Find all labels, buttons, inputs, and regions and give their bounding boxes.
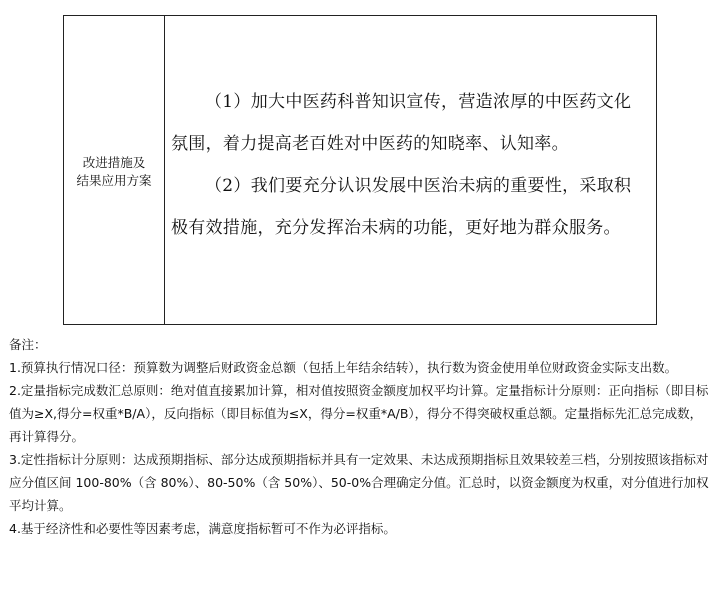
note-item-1: 1.预算执行情况口径：预算数为调整后财政资金总额（包括上年结余结转），执行数为资金使用单位财政资金实际支出数。: [9, 360, 678, 375]
measure-paragraph-2: （2）我们要充分认识发展中医治未病的重要性，采取积极有效措施，充分发挥治未病的功能，更好地为群众服务。: [171, 176, 632, 238]
note-item-4: 4.基于经济性和必要性等因素考虑，满意度指标暂可不作为必评指标。: [9, 521, 396, 536]
measures-table: [63, 15, 657, 325]
note-item-2: 2.定量指标完成数汇总原则：绝对值直接累加计算，相对值按照资金额度加权平均计算。定量指标计分原则：正向指标（即目标值为≥X,得分=权重*B/A），反向指标（即目标值为≤X，得分=权重*A/B），得分不得突破权重总额。定量指标先汇总完成数，再计算得分。: [9, 383, 709, 444]
label-cell: [64, 16, 165, 324]
notes-heading: 备注：: [9, 337, 47, 352]
row-label-line1: 改进措施及: [82, 155, 146, 170]
measure-paragraph-1: （1）加大中医药科普知识宣传，营造浓厚的中医药文化氛围，着力提高老百姓对中医药的知晓率、认知率。: [171, 92, 632, 154]
row-label-line2: 结果应用方案: [76, 173, 152, 188]
content-cell: [165, 16, 656, 324]
row-label: [76, 154, 151, 190]
notes-section: [9, 333, 709, 540]
note-item-3: 3.定性指标计分原则：达成预期指标、部分达成预期指标并具有一定效果、未达成预期指标且效果较差三档，分别按照该指标对应分值区间 100-80%（含 80%）、80-50%（含 50%）、50-0%合理确定分值。汇总时，以资金额度为权重，对分值进行加权平均计算。: [9, 452, 709, 513]
